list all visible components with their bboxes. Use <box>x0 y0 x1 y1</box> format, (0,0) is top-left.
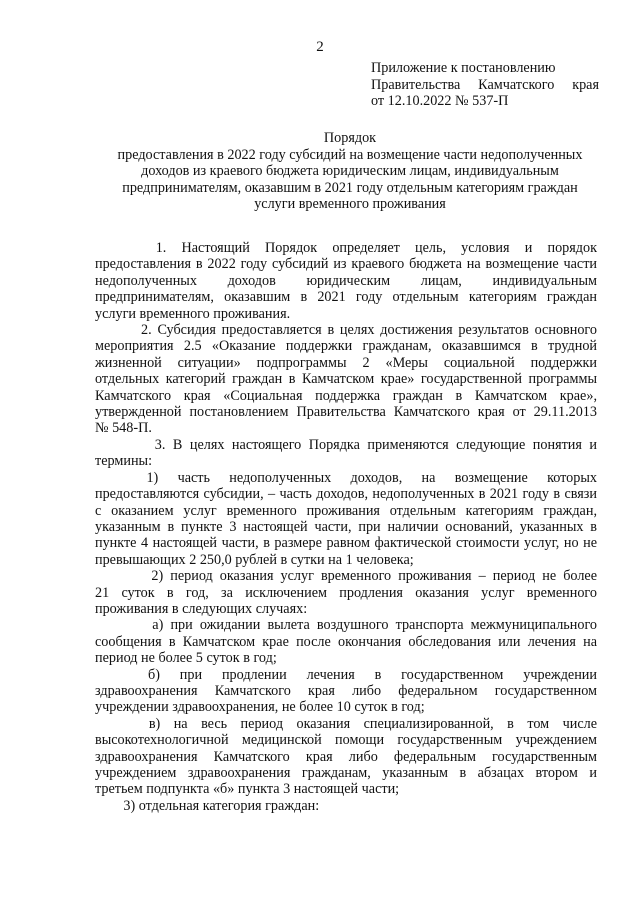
text-line: здравоохранения Камчатского края либо федеральным государственным <box>95 748 597 765</box>
title-line: предпринимателям, оказавшим в 2021 году отдельным категориям граждан <box>122 179 578 196</box>
text-line: № 548-П. <box>95 420 152 437</box>
text-line: 2) период оказания услуг временного проживания – период не более <box>95 568 597 585</box>
text-line: в) на весь период оказания специализированной, в том числе <box>95 715 597 732</box>
appendix-header <box>371 60 599 110</box>
text-line: утвержденной постановлением Правительства Камчатского края от 29.11.2013 <box>95 404 597 421</box>
paragraph <box>95 798 597 814</box>
paragraph <box>95 470 597 568</box>
text-line: 3. В целях настоящего Порядка применяются следующие понятия и <box>95 436 597 453</box>
text-line: жизненной ситуации» подпрограммы 2 «Меры социальной поддержки <box>95 354 597 371</box>
page-number: 2 <box>316 39 324 55</box>
text-line: сообщения в Камчатском крае после окончания обследования или лечения на <box>95 633 597 650</box>
text-line: отдельных категорий граждан в Камчатском крае» государственной программы <box>95 371 597 388</box>
text-line: учреждении здравоохранения, не более 10 суток в год; <box>95 699 425 716</box>
text-line: 21 суток в год, за исключением продления оказания услуг временного <box>95 584 597 601</box>
text-line: термины: <box>95 453 153 470</box>
text-line: здравоохранения Камчатского края либо федеральном государственном <box>95 682 597 699</box>
text-line: мероприятия 2.5 «Оказание поддержки гражданам, оказавшимся в трудной <box>95 338 597 355</box>
paragraph <box>95 617 597 666</box>
text-line: 3) отдельная категория граждан: <box>95 797 320 814</box>
text-line: услуги временного проживания. <box>95 305 291 322</box>
document-body <box>95 240 597 814</box>
appendix-line: от 12.10.2022 № 537-П <box>371 93 509 109</box>
text-line: недополученных доходов юридическим лицам, индивидуальным <box>95 272 597 289</box>
text-line: 1) часть недополученных доходов, на возмещение которых <box>95 469 597 486</box>
text-line: высокотехнологичной медицинской помощи государственным учреждением <box>95 732 597 749</box>
title-line: Порядок <box>323 130 377 146</box>
title-line: доходов из краевого бюджета юридическим лицам, индивидуальным <box>141 163 559 179</box>
paragraph <box>95 437 597 470</box>
text-line: проживания в следующих случаях: <box>95 600 308 617</box>
title-line: услуги временного проживания <box>254 196 446 212</box>
appendix-line: Правительства Камчатского края <box>371 76 599 93</box>
title-line: предоставления в 2022 году субсидий на возмещение части недополученных <box>117 146 583 163</box>
paragraph <box>95 716 597 798</box>
text-line: период не более 5 суток в год; <box>95 650 277 667</box>
text-line: Камчатского края «Социальная поддержка граждан в Камчатском крае», <box>95 387 597 404</box>
text-line: указанным в пункте 3 настоящей части, при наличии оснований, указанных в <box>95 518 597 535</box>
text-line: превышающих 2 250,0 рублей в сутки на 1 человека; <box>95 551 414 568</box>
text-line: третьем подпункта «б» пункта 3 настоящей части; <box>95 781 400 798</box>
document-title <box>95 130 605 213</box>
paragraph <box>95 568 597 617</box>
text-line: 2. Субсидия предоставляется в целях достижения результатов основного <box>95 322 597 339</box>
text-line: б) при продлении лечения в государственном учреждении <box>95 666 597 683</box>
text-line: а) при ожидании вылета воздушного транспорта межмуниципального <box>95 617 597 634</box>
text-line: 1. Настоящий Порядок определяет цель, условия и порядок <box>95 240 597 256</box>
text-line: учреждением здравоохранения гражданам, указанным в абзацах втором и <box>95 765 597 781</box>
text-line: пункте 4 настоящей части, в размере равном фактической стоимости услуг, но не <box>95 535 597 552</box>
text-line: предоставляются субсидии, – часть доходов, недополученных в 2021 году в связи <box>95 486 597 503</box>
text-line: предпринимателям, оказавшим в 2021 году отдельным категориям граждан <box>95 289 597 306</box>
paragraph <box>95 667 597 716</box>
appendix-line: Приложение к постановлению <box>371 60 556 76</box>
text-line: с оказанием услуг временного проживания отдельным категориям граждан, <box>95 502 597 519</box>
paragraph <box>95 322 597 437</box>
text-line: предоставления в 2022 году субсидий из краевого бюджета на возмещение части <box>95 256 597 273</box>
paragraph <box>95 240 597 322</box>
